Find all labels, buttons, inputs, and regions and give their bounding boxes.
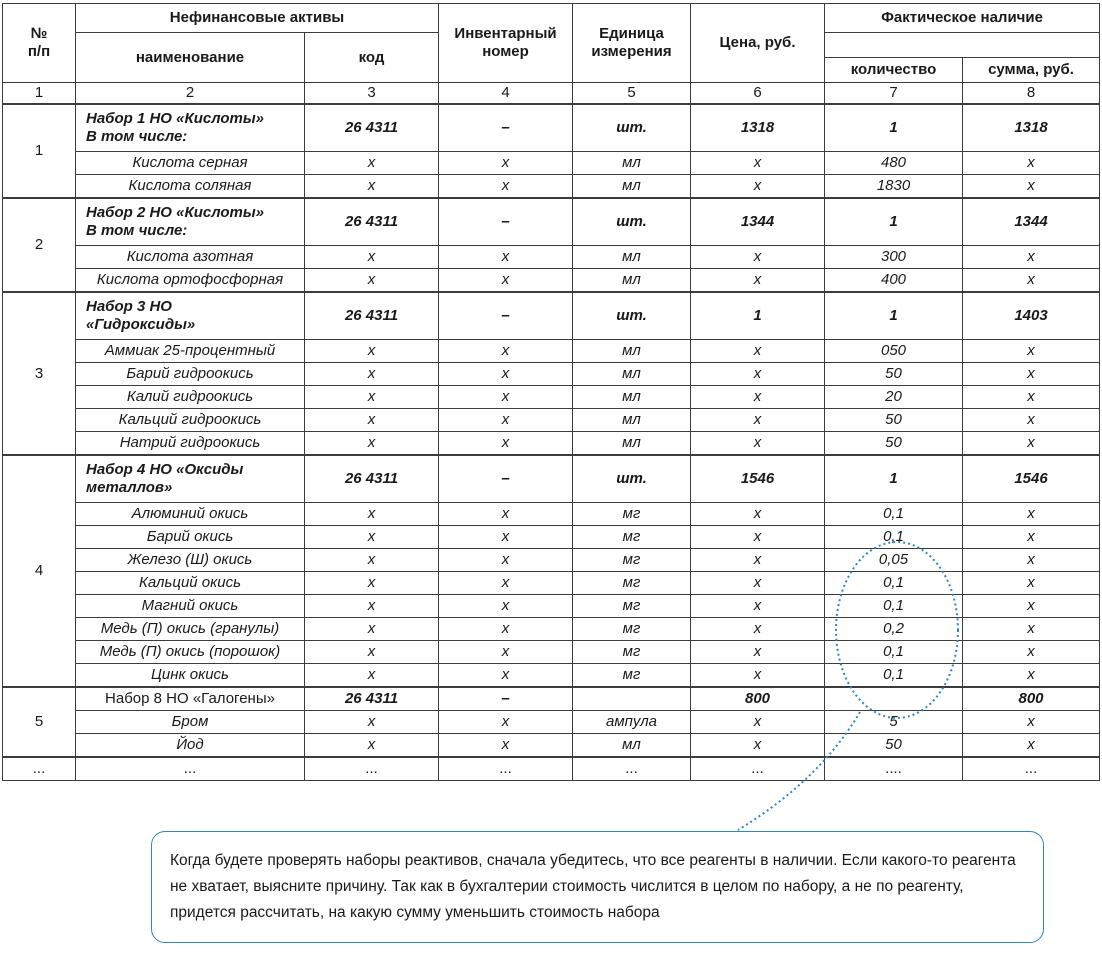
item-qty: 50: [825, 734, 963, 758]
item-unit: мл: [573, 340, 691, 363]
item-name: Кальций гидроокись: [76, 409, 305, 432]
item-inv: х: [439, 618, 573, 641]
set-code: 26 4311: [305, 292, 439, 340]
item-inv: х: [439, 595, 573, 618]
colnum: 7: [825, 83, 963, 105]
item-unit: мг: [573, 503, 691, 526]
inventory-table: [2, 3, 1100, 781]
item-name: Йод: [76, 734, 305, 758]
item-price: х: [691, 386, 825, 409]
item-inv: х: [439, 269, 573, 293]
item-price: х: [691, 363, 825, 386]
item-name: Магний окись: [76, 595, 305, 618]
set-qty: 1: [825, 104, 963, 152]
header-num: № п/п: [3, 4, 76, 83]
item-sum: х: [963, 386, 1100, 409]
item-row: [3, 572, 1100, 595]
item-qty: 1830: [825, 175, 963, 199]
item-code: х: [305, 641, 439, 664]
item-unit: мг: [573, 549, 691, 572]
item-sum: х: [963, 152, 1100, 175]
item-qty: 0,1: [825, 641, 963, 664]
set-title-line: В том числе:: [86, 222, 188, 239]
item-inv: х: [439, 641, 573, 664]
set-unit: шт.: [573, 104, 691, 152]
item-sum: х: [963, 269, 1100, 293]
colnum: 5: [573, 83, 691, 105]
item-sum: х: [963, 572, 1100, 595]
item-unit: ампула: [573, 711, 691, 734]
set-title: [76, 104, 305, 152]
ellipsis-cell: ...: [691, 757, 825, 781]
item-qty: 400: [825, 269, 963, 293]
set-inv: –: [439, 455, 573, 503]
item-qty: 050: [825, 340, 963, 363]
set-code: 26 4311: [305, 455, 439, 503]
item-code: х: [305, 618, 439, 641]
ellipsis-cell: ....: [825, 757, 963, 781]
set-price: 1318: [691, 104, 825, 152]
set-inv: –: [439, 292, 573, 340]
item-row: [3, 409, 1100, 432]
set-sum: 1546: [963, 455, 1100, 503]
set-sum: 800: [963, 687, 1100, 711]
item-inv: х: [439, 409, 573, 432]
colnum: 1: [3, 83, 76, 105]
set-inv: –: [439, 687, 573, 711]
item-code: х: [305, 711, 439, 734]
item-price: х: [691, 269, 825, 293]
item-sum: х: [963, 409, 1100, 432]
item-inv: х: [439, 175, 573, 199]
item-qty: 0,2: [825, 618, 963, 641]
set-qty: [825, 687, 963, 711]
item-row: [3, 363, 1100, 386]
colnum: 4: [439, 83, 573, 105]
header-code: код: [305, 33, 439, 83]
item-code: х: [305, 363, 439, 386]
item-price: х: [691, 664, 825, 688]
item-row: [3, 711, 1100, 734]
item-qty: 0,1: [825, 526, 963, 549]
item-inv: х: [439, 711, 573, 734]
set-price: 800: [691, 687, 825, 711]
item-price: х: [691, 711, 825, 734]
ellipsis-cell: ...: [573, 757, 691, 781]
set-qty: 1: [825, 455, 963, 503]
item-sum: х: [963, 641, 1100, 664]
set-unit: шт.: [573, 292, 691, 340]
colnum: 2: [76, 83, 305, 105]
set-unit: шт.: [573, 455, 691, 503]
item-qty: 5: [825, 711, 963, 734]
item-name: Медь (П) окись (порошок): [76, 641, 305, 664]
item-name: Алюминий окись: [76, 503, 305, 526]
item-qty: 300: [825, 246, 963, 269]
item-sum: х: [963, 246, 1100, 269]
header-unit: Единица измерения: [573, 4, 691, 83]
set-unit: шт.: [573, 198, 691, 246]
item-qty: 0,1: [825, 503, 963, 526]
set-title-line: металлов»: [86, 479, 173, 496]
item-name: Барий окись: [76, 526, 305, 549]
item-code: х: [305, 572, 439, 595]
header-qty: количество: [825, 58, 963, 83]
item-code: х: [305, 175, 439, 199]
item-price: х: [691, 526, 825, 549]
item-row: [3, 618, 1100, 641]
item-unit: мл: [573, 734, 691, 758]
header-inventory: Инвентарный номер: [439, 4, 573, 83]
set-price: 1: [691, 292, 825, 340]
item-row: [3, 595, 1100, 618]
item-code: х: [305, 526, 439, 549]
item-inv: х: [439, 503, 573, 526]
item-sum: х: [963, 734, 1100, 758]
item-inv: х: [439, 432, 573, 456]
item-name: Цинк окись: [76, 664, 305, 688]
item-unit: мл: [573, 386, 691, 409]
ellipsis-cell: ...: [3, 757, 76, 781]
column-numbers-row: [3, 83, 1100, 105]
item-qty: 50: [825, 409, 963, 432]
item-inv: х: [439, 363, 573, 386]
item-row: [3, 664, 1100, 688]
item-unit: мл: [573, 269, 691, 293]
set-title-line: Набор 4 НО «Оксиды: [86, 461, 244, 478]
ellipsis-cell: ...: [76, 757, 305, 781]
set-qty: 1: [825, 292, 963, 340]
set-sum: 1318: [963, 104, 1100, 152]
item-price: х: [691, 409, 825, 432]
item-name: Кислота азотная: [76, 246, 305, 269]
item-sum: х: [963, 340, 1100, 363]
item-price: х: [691, 549, 825, 572]
item-code: х: [305, 409, 439, 432]
item-unit: мл: [573, 432, 691, 456]
item-name: Кальций окись: [76, 572, 305, 595]
item-qty: 0,05: [825, 549, 963, 572]
item-row: [3, 175, 1100, 199]
set-title-line: «Гидроксиды»: [86, 316, 196, 333]
item-inv: х: [439, 549, 573, 572]
item-unit: мл: [573, 152, 691, 175]
set-sum: 1403: [963, 292, 1100, 340]
item-inv: х: [439, 664, 573, 688]
item-name: Барий гидроокись: [76, 363, 305, 386]
item-name: Железо (Ш) окись: [76, 549, 305, 572]
item-qty: 50: [825, 432, 963, 456]
item-code: х: [305, 549, 439, 572]
set-number: 5: [3, 687, 76, 757]
table-body: [3, 104, 1100, 781]
item-code: х: [305, 503, 439, 526]
item-name: Бром: [76, 711, 305, 734]
item-code: х: [305, 246, 439, 269]
item-unit: мг: [573, 664, 691, 688]
set-unit: [573, 687, 691, 711]
item-sum: х: [963, 618, 1100, 641]
set-row: [3, 104, 1100, 152]
set-code: 26 4311: [305, 104, 439, 152]
set-number: 4: [3, 455, 76, 687]
set-title-line: Набор 3 НО: [86, 298, 172, 315]
set-qty: 1: [825, 198, 963, 246]
item-price: х: [691, 340, 825, 363]
set-title-line: Набор 2 НО «Кислоты»: [86, 204, 264, 221]
set-title: [76, 455, 305, 503]
item-code: х: [305, 340, 439, 363]
item-name: Кислота серная: [76, 152, 305, 175]
item-code: х: [305, 432, 439, 456]
item-inv: х: [439, 526, 573, 549]
ellipsis-cell: ...: [963, 757, 1100, 781]
item-row: [3, 269, 1100, 293]
item-price: х: [691, 734, 825, 758]
set-price: 1546: [691, 455, 825, 503]
item-sum: х: [963, 526, 1100, 549]
colnum: 6: [691, 83, 825, 105]
item-row: [3, 340, 1100, 363]
item-qty: 0,1: [825, 572, 963, 595]
item-sum: х: [963, 711, 1100, 734]
item-inv: х: [439, 246, 573, 269]
item-name: Калий гидроокись: [76, 386, 305, 409]
set-title: [76, 687, 305, 711]
header-price: Цена, руб.: [691, 4, 825, 83]
header-assets: Нефинансовые активы: [76, 4, 439, 33]
item-price: х: [691, 618, 825, 641]
item-unit: мг: [573, 641, 691, 664]
item-sum: х: [963, 549, 1100, 572]
set-number: 1: [3, 104, 76, 198]
item-row: [3, 152, 1100, 175]
item-name: Кислота соляная: [76, 175, 305, 199]
set-title-line: В том числе:: [86, 128, 188, 145]
item-unit: мг: [573, 618, 691, 641]
item-inv: х: [439, 572, 573, 595]
item-name: Аммиак 25-процентный: [76, 340, 305, 363]
set-inv: –: [439, 104, 573, 152]
item-price: х: [691, 572, 825, 595]
item-qty: 20: [825, 386, 963, 409]
set-row: [3, 687, 1100, 711]
set-price: 1344: [691, 198, 825, 246]
item-code: х: [305, 269, 439, 293]
set-row: [3, 455, 1100, 503]
set-inv: –: [439, 198, 573, 246]
item-price: х: [691, 432, 825, 456]
callout-note: Когда будете проверять наборы реактивов, сначала убедитесь, что все реагенты в наличии. Если какого-то реагента не хватает, выясните причину. Так как в бухгалтерии стоимость числится в целом по набору, а не по реагенту, придется рассчитать, на какую сумму уменьшить стоимость набора: [151, 831, 1044, 943]
ellipsis-cell: ...: [439, 757, 573, 781]
header-spacer: [825, 33, 1100, 58]
item-price: х: [691, 641, 825, 664]
item-row: [3, 432, 1100, 456]
item-sum: х: [963, 664, 1100, 688]
item-name: Медь (П) окись (гранулы): [76, 618, 305, 641]
ellipsis-row: [3, 757, 1100, 781]
item-inv: х: [439, 152, 573, 175]
header-name: наименование: [76, 33, 305, 83]
item-code: х: [305, 386, 439, 409]
item-row: [3, 641, 1100, 664]
colnum: 8: [963, 83, 1100, 105]
item-sum: х: [963, 175, 1100, 199]
item-sum: х: [963, 595, 1100, 618]
set-number: 2: [3, 198, 76, 292]
set-title: [76, 292, 305, 340]
colnum: 3: [305, 83, 439, 105]
item-name: Кислота ортофосфорная: [76, 269, 305, 293]
item-name: Натрий гидроокись: [76, 432, 305, 456]
item-code: х: [305, 734, 439, 758]
ellipsis-cell: ...: [305, 757, 439, 781]
item-unit: мг: [573, 526, 691, 549]
item-row: [3, 246, 1100, 269]
item-price: х: [691, 595, 825, 618]
item-row: [3, 734, 1100, 758]
item-price: х: [691, 152, 825, 175]
set-row: [3, 292, 1100, 340]
item-unit: мл: [573, 246, 691, 269]
item-price: х: [691, 503, 825, 526]
item-unit: мл: [573, 409, 691, 432]
item-price: х: [691, 175, 825, 199]
item-row: [3, 386, 1100, 409]
item-unit: мг: [573, 572, 691, 595]
item-row: [3, 526, 1100, 549]
item-qty: 0,1: [825, 664, 963, 688]
item-qty: 0,1: [825, 595, 963, 618]
set-number: 3: [3, 292, 76, 455]
set-code: 26 4311: [305, 687, 439, 711]
set-title-line: Набор 1 НО «Кислоты»: [86, 110, 264, 127]
item-sum: х: [963, 363, 1100, 386]
item-code: х: [305, 152, 439, 175]
item-qty: 480: [825, 152, 963, 175]
item-inv: х: [439, 340, 573, 363]
item-unit: мл: [573, 175, 691, 199]
item-code: х: [305, 664, 439, 688]
item-price: х: [691, 246, 825, 269]
item-inv: х: [439, 386, 573, 409]
item-unit: мг: [573, 595, 691, 618]
item-sum: х: [963, 432, 1100, 456]
item-unit: мл: [573, 363, 691, 386]
set-title-line: Набор 8 НО «Галогены»: [105, 690, 275, 707]
item-sum: х: [963, 503, 1100, 526]
item-code: х: [305, 595, 439, 618]
item-inv: х: [439, 734, 573, 758]
header-sum: сумма, руб.: [963, 58, 1100, 83]
item-qty: 50: [825, 363, 963, 386]
set-code: 26 4311: [305, 198, 439, 246]
item-row: [3, 503, 1100, 526]
header-actual: Фактическое наличие: [825, 4, 1100, 33]
set-sum: 1344: [963, 198, 1100, 246]
item-row: [3, 549, 1100, 572]
set-title: [76, 198, 305, 246]
set-row: [3, 198, 1100, 246]
